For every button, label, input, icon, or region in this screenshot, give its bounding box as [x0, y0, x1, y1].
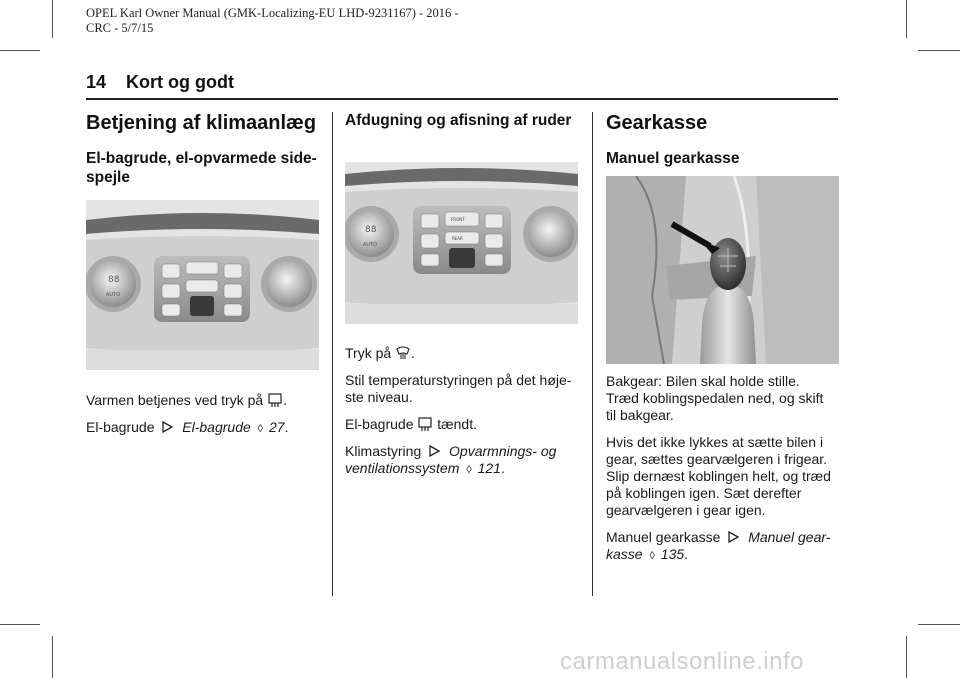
paragraph-line: gear, sættes gearvælgeren i frigear.: [606, 451, 828, 467]
paragraph-temperature: [345, 372, 578, 406]
page-number: 14: [86, 72, 107, 92]
reference-page[interactable]: 135: [660, 546, 685, 562]
crop-mark: [52, 636, 53, 678]
reference-prefix: Klimastyring: [345, 443, 422, 459]
column-divider: [332, 112, 333, 596]
reference-link[interactable]: Manuel gear-: [748, 529, 831, 545]
paragraph-press: Tryk på .: [345, 345, 415, 361]
paragraph-line: Hvis det ikke lykkes at sætte bilen i: [606, 434, 824, 450]
crop-mark: [906, 0, 907, 38]
gear-lever-photo: [606, 176, 839, 364]
chapter-title: Kort og godt: [126, 72, 234, 92]
document-meta-line-1: OPEL Karl Owner Manual (GMK-Localizing-EU LHD-9231167) - 2016 -: [86, 6, 459, 20]
reference-link[interactable]: kasse: [606, 546, 643, 562]
column-climate-control: [86, 110, 319, 187]
paragraph-line: gearvælgeren i gear igen.: [606, 502, 766, 518]
display-text: 88: [108, 275, 120, 285]
paragraph-reference: Klimastyring Opvarmnings- og ventilationssystem ◊ 121.: [345, 443, 557, 476]
display-text: 88: [365, 225, 377, 235]
paragraph-reference: El-bagrude El-bagrude ◊ 27.: [86, 419, 289, 435]
paragraph-engage-failure: [606, 434, 839, 519]
document-meta: [86, 6, 459, 36]
paragraph-line: ste niveau.: [345, 389, 413, 405]
paragraph-rear-window: Varmen betjenes ved tryk på .: [86, 392, 287, 408]
reference-link[interactable]: ventilationssystem: [345, 460, 460, 476]
subsection-title: [86, 149, 319, 187]
crop-mark: [918, 50, 960, 51]
subsection-title-line: El-bagrude, el-opvarmede side-: [86, 150, 317, 167]
rear-label: REAR: [452, 236, 463, 241]
paragraph-text: Tryk på: [345, 345, 392, 361]
section-title: Betjening af klimaanlæg: [86, 112, 317, 134]
reference-prefix: El-bagrude: [86, 419, 155, 435]
page-reference-icon: ◊: [257, 423, 264, 435]
climate-panel-photo: [86, 200, 319, 370]
running-head: [86, 72, 234, 93]
paragraph-text: Varmen betjenes ved tryk på: [86, 392, 264, 408]
page-reference-icon: ◊: [649, 550, 655, 562]
paragraph-line: på koblingen igen. Sæt derefter: [606, 485, 802, 501]
subsection-title: Manuel gearkasse: [606, 150, 740, 167]
subsection-title: Afdugning og afisning af ruder: [345, 112, 572, 129]
paragraph-rear-window: [345, 416, 578, 433]
reference-page[interactable]: 121: [477, 460, 501, 476]
crop-mark: [906, 636, 907, 678]
column-climate-control-text: [86, 392, 319, 438]
auto-label: AUTO: [106, 292, 121, 298]
paragraph-text: El-bagrude: [345, 416, 414, 432]
column-defog: [345, 110, 578, 130]
column-defog-text: [345, 345, 578, 479]
column-transmission: [606, 110, 839, 168]
paragraph-line: Stil temperaturstyringen på det høje-: [345, 372, 572, 388]
cross-reference-icon: [161, 420, 174, 434]
page-reference-icon: ◊: [466, 464, 472, 476]
paragraph-reference: Manuel gearkasse Manuel gear- kasse ◊ 135.: [606, 529, 831, 562]
crop-mark: [52, 0, 53, 38]
reference-prefix: Manuel gearkasse: [606, 529, 721, 545]
defog-panel-photo: [345, 162, 578, 324]
cross-reference-icon: [727, 530, 740, 544]
document-meta-line-2: CRC - 5/7/15: [86, 21, 154, 35]
windscreen-defrost-icon: [396, 345, 410, 361]
crop-mark: [0, 50, 40, 51]
crop-mark: [918, 624, 960, 625]
front-label: FRONT: [451, 217, 465, 222]
paragraph-reverse-gear: [606, 373, 839, 424]
auto-label: AUTO: [363, 242, 378, 248]
crop-mark: [0, 624, 40, 625]
reference-link[interactable]: Opvarmnings- og: [449, 443, 557, 459]
header-rule: [86, 98, 838, 100]
column-divider: [592, 112, 593, 596]
rear-window-heater-icon: [268, 392, 282, 408]
paragraph-line: Bakgear: Bilen skal holde stille.: [606, 373, 800, 389]
watermark: carmanualsonline.info: [560, 648, 804, 675]
paragraph-line: Træd koblingspedalen ned, og skift: [606, 390, 824, 406]
paragraph-line: Slip dernæst koblingen helt, og træd: [606, 468, 831, 484]
subsection-title-line: spejle: [86, 169, 130, 186]
rear-window-heater-icon: [418, 416, 432, 432]
cross-reference-icon: [428, 444, 441, 458]
reference-page[interactable]: 27: [269, 419, 285, 435]
paragraph-line: til bakgear.: [606, 407, 674, 423]
section-title: Gearkasse: [606, 112, 708, 134]
reference-link[interactable]: El-bagrude: [182, 419, 251, 435]
column-transmission-text: [606, 373, 839, 565]
paragraph-text: tændt.: [437, 416, 477, 432]
